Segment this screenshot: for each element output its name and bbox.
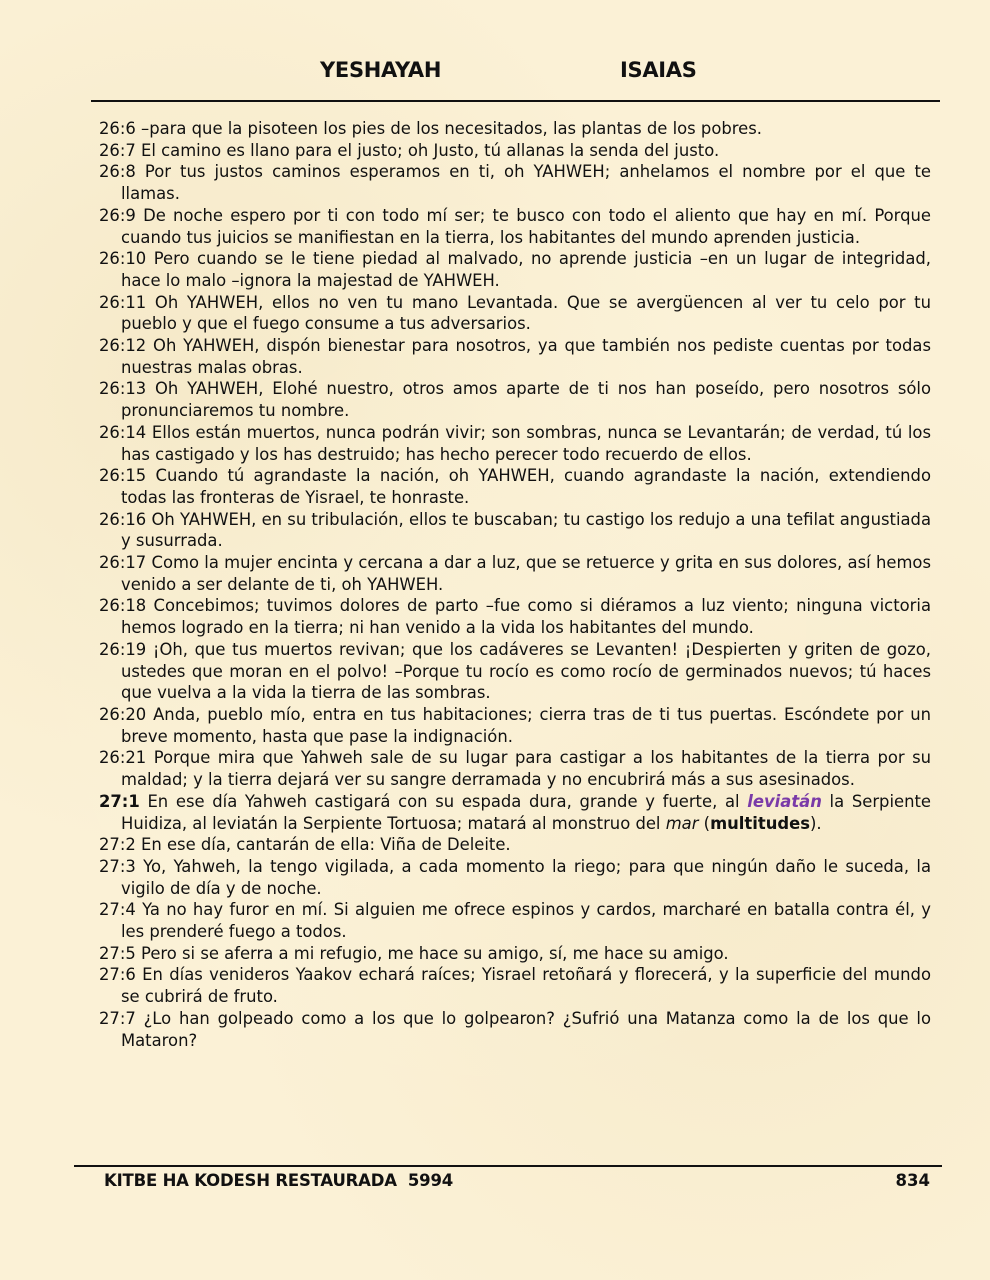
leviatan-highlight: leviatán [747, 791, 822, 811]
footer-title: KITBE HA KODESH RESTAURADA 5994 [104, 1171, 454, 1190]
footer-rule [74, 1165, 942, 1167]
verse-27-1-text-d: ). [810, 813, 822, 833]
verse-26-8: 26:8 Por tus justos caminos esperamos en ti, oh YAHWEH; anhelamos el nombre por el que te llamas. [99, 162, 931, 204]
verse-26-9: 26:9 De noche espero por ti con todo mí ser; te busco con todo el aliento que hay en mí. Porque cuando tus juicios se manifiestan en la tierra, los habitantes del mundo aprenden justicia. [99, 205, 931, 247]
verse-26-12: 26:12 Oh YAHWEH, dispón bienestar para nosotros, ya que también nos pediste cuentas por todas nuestras malas obras. [99, 336, 931, 377]
verse-27-1-text-a: En ese día Yahweh castigará con su espada dura, grande y fuerte, al [139, 791, 748, 811]
page-header [0, 58, 990, 90]
verse-27-1-ref: 27:1 [99, 791, 140, 811]
scripture-text [99, 118, 931, 1051]
verse-26-15: 26:15 Cuando tú agrandaste la nación, oh YAHWEH, cuando agrandaste la nación, extendiendo todas las fronteras de Yisrael, te honraste. [99, 466, 931, 507]
verse-26-16: 26:16 Oh YAHWEH, en su tribulación, ellos te buscaban; tu castigo los redujo a una tefilat angustiada y susurrada. [99, 509, 931, 551]
verse-27-2: 27:2 En ese día, cantarán de ella: Viña de Deleite. [99, 835, 511, 855]
verse-26-13: 26:13 Oh YAHWEH, Elohé nuestro, otros amos aparte de ti nos han poseído, pero nosotros sólo pronunciaremos tu nombre. [99, 379, 931, 421]
verse-26-11: 26:11 Oh YAHWEH, ellos no ven tu mano Levantada. Que se avergüencen al ver tu celo por tu pueblo y que el fuego consume a tus adversarios. [99, 292, 931, 334]
verse-27-7: 27:7 ¿Lo han golpeado como a los que lo golpearon? ¿Sufrió una Matanza como la de los que lo Mataron? [99, 1008, 931, 1050]
verse-26-10: 26:10 Pero cuando se le tiene piedad al malvado, no aprende justicia –en un lugar de integridad, hace lo malo –ignora la majestad de YAHWEH. [99, 249, 931, 290]
verse-27-1 [99, 791, 931, 834]
verse-26-6: 26:6 –para que la pisoteen los pies de los necesitados, las plantas de los pobres. [99, 119, 762, 138]
verse-27-3: 27:3 Yo, Yahweh, la tengo vigilada, a cada momento la riego; para que ningún daño le suceda, la vigilo de día y de noche. [99, 856, 931, 898]
verse-26-19: 26:19 ¡Oh, que tus muertos revivan; que los cadáveres se Levanten! ¡Despierten y griten de gozo, ustedes que moran en el polvo! –Porque tu rocío es como rocío de germinados nuevos; tú haces que vuelva a la vida la tierra de las sombras. [99, 639, 931, 703]
verse-26-14: 26:14 Ellos están muertos, nunca podrán vivir; son sombras, nunca se Levantarán; de verdad, tú los has castigado y los has destruido; has hecho perecer todo recuerdo de ellos. [99, 422, 931, 464]
verse-26-17: 26:17 Como la mujer encinta y cercana a dar a luz, que se retuerce y grita en sus dolores, así hemos venido a ser delante de ti, oh YAHWEH. [99, 553, 931, 594]
verse-26-21: 26:21 Porque mira que Yahweh sale de su lugar para castigar a los habitantes de la tierra por su maldad; y la tierra dejará ver su sangre derramada y no encubrirá más a sus asesinados. [99, 748, 931, 790]
verse-27-1-text-c: ( [698, 813, 711, 833]
header-book-spanish: ISAIAS [620, 58, 697, 82]
verse-27-5: 27:5 Pero si se aferra a mi refugio, me hace su amigo, sí, me hace su amigo. [99, 943, 729, 963]
verse-27-6: 27:6 En días venideros Yaakov echará raíces; Yisrael retoñará y florecerá, y la superficie del mundo se cubrirá de fruto. [99, 965, 931, 1007]
verse-26-20: 26:20 Anda, pueblo mío, entra en tus habitaciones; cierra tras de ti tus puertas. Escóndete por un breve momento, hasta que pase la indignación. [99, 704, 931, 746]
verse-27-1-text-b: la Serpiente Huidiza, al leviatán la Serpiente Tortuosa; matará al monstruo del [121, 791, 931, 833]
verse-27-4: 27:4 Ya no hay furor en mí. Si alguien me ofrece espinos y cardos, marcharé en batalla contra él, y les prenderé fuego a todos. [99, 900, 931, 942]
header-rule [91, 100, 940, 102]
header-book-hebrew: YESHAYAH [320, 58, 442, 82]
verse-26-7: 26:7 El camino es llano para el justo; oh Justo, tú allanas la senda del justo. [99, 140, 720, 160]
mar-italic: mar [665, 813, 699, 833]
page-number: 834 [895, 1171, 930, 1190]
multitudes-bold: multitudes [710, 813, 810, 833]
verse-26-18: 26:18 Concebimos; tuvimos dolores de parto –fue como si diéramos a luz viento; ninguna victoria hemos logrado en la tierra; ni han venido a la vida los habitantes del mundo. [99, 596, 931, 638]
